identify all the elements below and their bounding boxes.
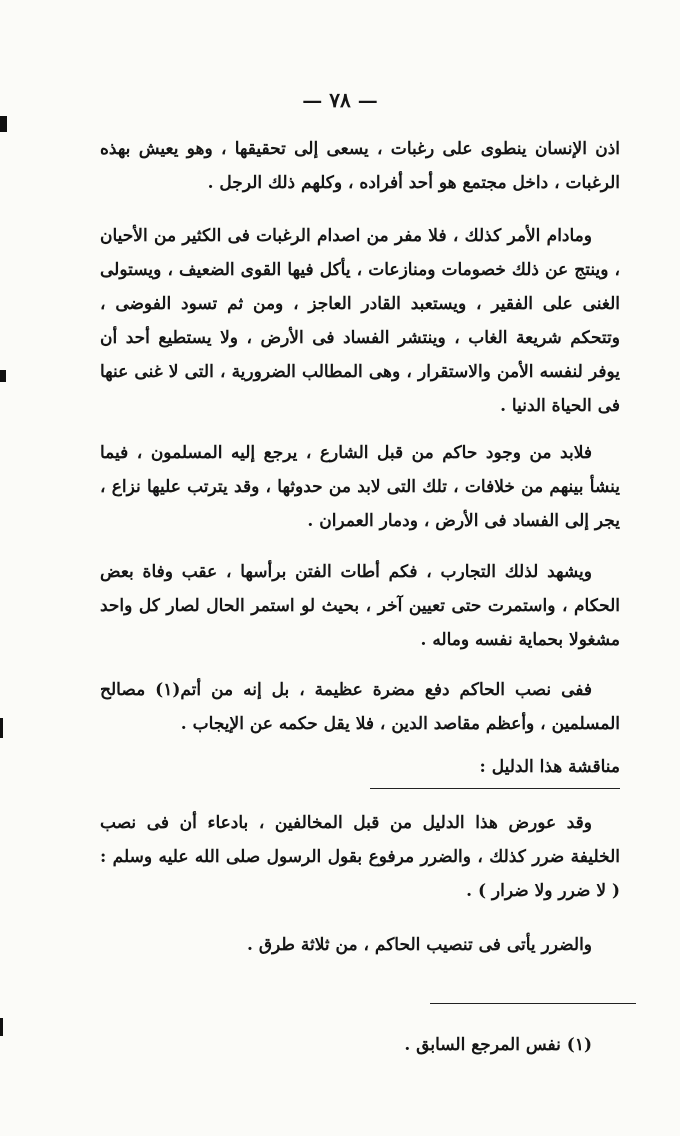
paragraph-7: والضرر يأتى فى تنصيب الحاكم ، من ثلاثة طرق . [247,935,592,955]
page-number: — ٧٨ — [302,88,378,112]
paragraph-1: اذن الإنسان ينطوى على رغبات ، يسعى إلى تحقيقها ، وهو يعيش بهذه الرغبات ، داخل مجتمع هو أحد أفراده ، وكلهم ذلك الرجل . [100,139,620,193]
paragraph-4: ويشهد لذلك التجارب ، فكم أطات الفتن برأسها ، عقب وفاة بعض الحكام ، واستمرت حتى تعيين آخر ، بحيث لو استمر الحال لصار كل واحد مشغولا بحماية نفسه وماله . [100,562,620,650]
footnote: (١) نفس المرجع السابق . [404,1035,592,1055]
scan-mark-lower-left [0,718,3,738]
section-title: مناقشة هذا الدليل : [370,752,620,789]
footnote-rule [430,1003,636,1004]
paragraph-2: ومادام الأمر كذلك ، فلا مفر من اصدام الرغبات فى الكثير من الأحيان ، وينتج عن ذلك خصومات ومنازعات ، يأكل فيها القوى الضعيف ، ويستولى الغنى على الفقير ، ويستعبد القادر العاجز ، ومن ثم تسود الفوضى ، وتتحكم شريعة الغاب ، وينتشر الفساد فى الأرض ، ولا يستطيع أحد أن يوفر لنفسه الأمن والاستقرار ، وهى المطالب الضرورية ، التى لا غنى عنها فى الحياة الدنيا . [100,226,620,416]
scan-mark-top-left [0,116,7,132]
scan-mark-mid-left [0,370,6,382]
paragraph-3: فلابد من وجود حاكم من قبل الشارع ، يرجع إليه المسلمون ، فيما ينشأ بينهم من خلافات ، تلك التى لابد من حدوثها ، وقد يترتب عليها نزاع ، يجر إلى الفساد فى الأرض ، ودمار العمران . [100,443,620,531]
paragraph-6: وقد عورض هذا الدليل من قبل المخالفين ، بادعاء أن فى نصب الخليفة ضرر كذلك ، والضرر مرفوع بقول الرسول صلى الله عليه وسلم : ( لا ضرر ولا ضرار ) . [100,813,620,901]
scan-mark-bottom-left [0,1018,3,1036]
paragraph-5: ففى نصب الحاكم دفع مضرة عظيمة ، بل إنه من أتم(١) مصالح المسلمين ، وأعظم مقاصد الدين ، فلا يقل حكمه عن الإيجاب . [100,680,620,734]
